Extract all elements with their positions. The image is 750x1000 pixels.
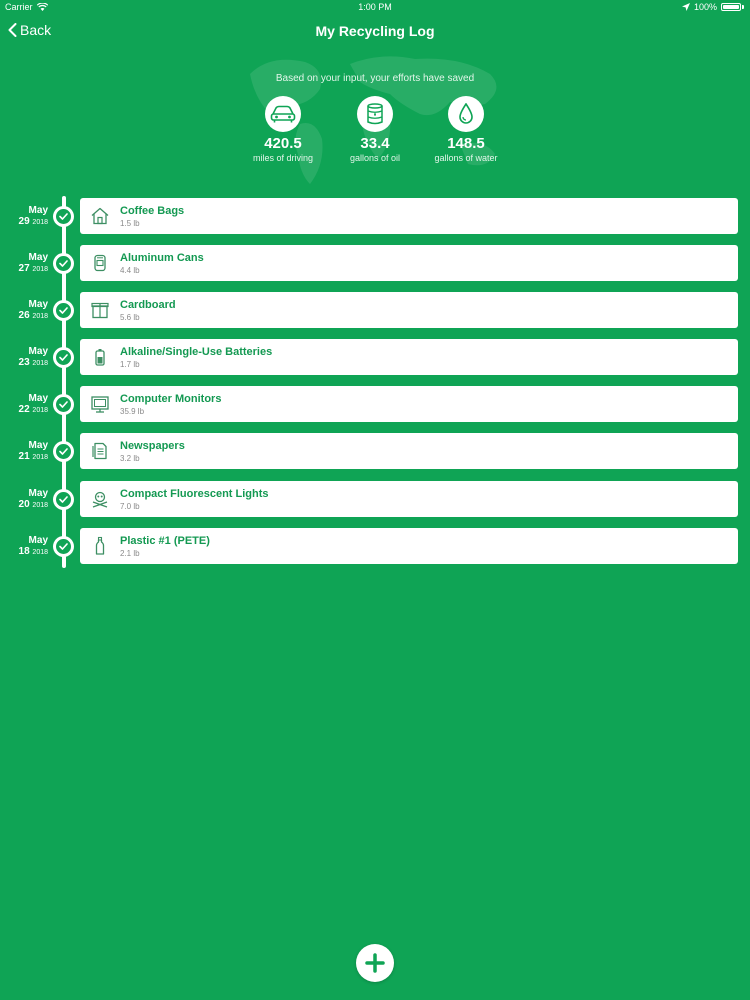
hazard-icon <box>90 489 110 509</box>
battery-percent: 100% <box>693 2 717 12</box>
carrier-label: Carrier <box>5 2 33 12</box>
can-icon <box>90 253 110 273</box>
entry-date <box>0 346 48 369</box>
entry-card[interactable] <box>80 481 738 517</box>
entry-card[interactable] <box>80 198 738 234</box>
bottle-icon <box>90 536 110 556</box>
entry-name: Aluminum Cans <box>120 252 204 264</box>
stat-icon-circle <box>357 96 393 132</box>
entry-year: 2018 <box>32 407 48 414</box>
entry-weight: 7.0 lb <box>120 502 140 511</box>
entry-weight: 35.9 lb <box>120 407 145 416</box>
entry-card[interactable] <box>80 245 738 281</box>
entry-date <box>0 393 48 416</box>
stat-water <box>406 96 526 163</box>
entry-day: 18 <box>18 546 30 557</box>
checkmark-icon <box>59 354 68 361</box>
entry-year: 2018 <box>32 266 48 273</box>
status-bar <box>0 0 750 14</box>
plus-icon <box>365 953 385 973</box>
log-entry <box>0 339 750 375</box>
savings-caption: Based on your input, your efforts have saved <box>275 73 475 84</box>
log-entry <box>0 292 750 328</box>
page-title: My Recycling Log <box>315 23 435 39</box>
stat-value: 420.5 <box>264 135 302 152</box>
navigation-bar <box>0 14 750 48</box>
entry-name: Computer Monitors <box>120 393 222 405</box>
entry-card[interactable] <box>80 292 738 328</box>
timeline-marker <box>53 489 74 510</box>
log-entry <box>0 433 750 469</box>
entry-day: 20 <box>18 499 30 510</box>
checkmark-icon <box>59 401 68 408</box>
monitor-icon <box>90 394 110 414</box>
entry-name: Coffee Bags <box>120 205 185 217</box>
checkmark-icon <box>59 260 68 267</box>
entry-date <box>0 205 48 228</box>
stat-value: 33.4 <box>360 135 390 152</box>
battery-icon <box>721 3 741 11</box>
entry-card[interactable] <box>80 339 738 375</box>
entry-weight: 1.7 lb <box>120 360 140 369</box>
entry-weight: 4.4 lb <box>120 266 140 275</box>
entry-year: 2018 <box>32 219 48 226</box>
entry-card[interactable] <box>80 528 738 564</box>
log-entry <box>0 198 750 234</box>
timeline-marker <box>53 347 74 368</box>
stat-icon-circle <box>265 96 301 132</box>
timeline-marker <box>53 300 74 321</box>
entry-month: May <box>28 488 48 499</box>
entry-date <box>0 440 48 463</box>
timeline-marker <box>53 394 74 415</box>
newspaper-icon <box>90 441 110 461</box>
stat-label: miles of driving <box>252 153 314 163</box>
entry-year: 2018 <box>32 360 48 367</box>
entry-year: 2018 <box>32 549 48 556</box>
entry-month: May <box>28 440 48 451</box>
log-entry <box>0 245 750 281</box>
stat-label: gallons of water <box>434 153 498 163</box>
entry-day: 21 <box>18 451 30 462</box>
entry-day: 23 <box>18 357 30 368</box>
entry-name: Compact Fluorescent Lights <box>120 488 269 500</box>
stat-icon-circle <box>448 96 484 132</box>
entry-weight: 3.2 lb <box>120 454 140 463</box>
entry-month: May <box>28 535 48 546</box>
entry-month: May <box>28 346 48 357</box>
entry-weight: 5.6 lb <box>120 313 140 322</box>
entry-weight: 2.1 lb <box>120 549 140 558</box>
location-arrow-icon <box>682 3 690 11</box>
box-icon <box>90 300 110 320</box>
entry-weight: 1.5 lb <box>120 219 140 228</box>
entry-day: 29 <box>18 216 30 227</box>
checkmark-icon <box>59 448 68 455</box>
checkmark-icon <box>59 213 68 220</box>
log-entry <box>0 528 750 564</box>
timeline-marker <box>53 536 74 557</box>
status-time: 1:00 PM <box>358 2 392 12</box>
timeline-marker <box>53 253 74 274</box>
water-drop-icon <box>458 103 474 125</box>
entry-day: 26 <box>18 310 30 321</box>
entry-date <box>0 535 48 558</box>
entry-day: 27 <box>18 263 30 274</box>
back-label: Back <box>20 22 52 38</box>
entry-date <box>0 252 48 275</box>
checkmark-icon <box>59 543 68 550</box>
timeline-marker <box>53 441 74 462</box>
entry-name: Newspapers <box>120 440 185 452</box>
battery-tip <box>742 5 744 9</box>
entry-day: 22 <box>18 404 30 415</box>
entry-month: May <box>28 205 48 216</box>
add-entry-button[interactable] <box>356 944 394 982</box>
entry-name: Cardboard <box>120 299 176 311</box>
entry-year: 2018 <box>32 454 48 461</box>
entry-name: Plastic #1 (PETE) <box>120 535 210 547</box>
entry-month: May <box>28 393 48 404</box>
car-icon <box>270 105 296 123</box>
battery-icon <box>90 347 110 367</box>
entry-name: Alkaline/Single-Use Batteries <box>120 346 273 358</box>
house-icon <box>90 206 110 226</box>
entry-year: 2018 <box>32 313 48 320</box>
stat-label: gallons of oil <box>349 153 401 163</box>
entry-month: May <box>28 252 48 263</box>
checkmark-icon <box>59 307 68 314</box>
log-entry <box>0 481 750 517</box>
entry-year: 2018 <box>32 502 48 509</box>
timeline-marker <box>53 206 74 227</box>
stat-value: 148.5 <box>447 135 485 152</box>
oil-barrel-icon <box>366 103 384 125</box>
entry-date <box>0 299 48 322</box>
log-entry <box>0 386 750 422</box>
entry-card[interactable] <box>80 433 738 469</box>
checkmark-icon <box>59 496 68 503</box>
entry-date <box>0 488 48 511</box>
entry-month: May <box>28 299 48 310</box>
entry-card[interactable] <box>80 386 738 422</box>
